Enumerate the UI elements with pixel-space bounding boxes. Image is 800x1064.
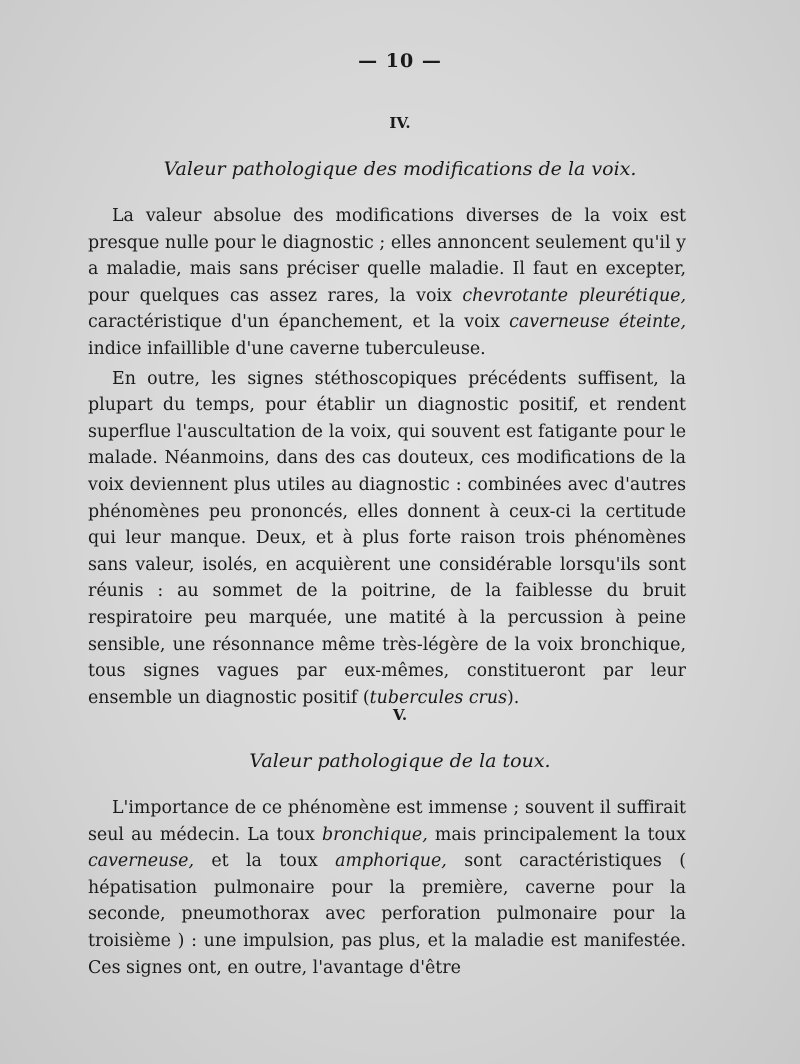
italic-run: caverneuse, [88,851,194,872]
section-title: Valeur pathologique de la toux. [249,750,551,772]
text-run: et la toux [193,851,336,872]
text-run: sont caractéristiques ( hépatisation pulmonaire pour la première, caverne pour la seconde, pneumothorax avec perforation pulmonaire pour la troisième ) : une impulsion, pas plus, et la maladie est manifestée. Ces signes ont, en outre, l'avantage d'être [88,851,686,978]
paragraph [88,366,686,712]
section-body [88,203,686,711]
paragraph [88,203,686,363]
page-number: — 10 — [358,50,442,72]
italic-run: tubercules crus [369,687,507,708]
text-run: L'importance de ce phénomène est immense ; souvent il suffirait seul au médecin. La toux [88,798,686,845]
italic-run: caverneuse éteinte, [509,312,686,333]
text-run: indice infaillible d'une caverne tuberculeuse. [88,338,486,359]
text-run: ). [507,687,520,708]
section-title: Valeur pathologique des modifications de la voix. [163,158,637,180]
text-run: En outre, les signes stéthoscopiques précédents suffisent, la plupart du temps, pour établir un diagnostic positif, et rendent superflue l'auscultation de la voix, qui souvent est fatigante pour le malade. Néanmoins, dans des cas douteux, ces modifications de la voix deviennent plus utiles au diagnostic : combinées avec d'autres phénomènes peu prononcés, elles donnent à ceux-ci la certitude qui leur manque. Deux, et à plus forte raison trois phénomènes sans valeur, isolés, en acquièrent une considérable lorsqu'ils sont réunis : au sommet de la poitrine, de la faiblesse du bruit respiratoire peu marquée, une matité à la percussion à peine sensible, une résonnance même très-légère de la voix bronchique, tous signes vagues par eux-mêmes, constitueront par leur ensemble un diagnostic positif ( [88,368,686,708]
section-number: V. [392,706,408,724]
italic-run: chevrotante pleurétique, [462,285,686,306]
text-run: La valeur absolue des modifications diverses de la voix est presque nulle pour le diagnostic ; elles annoncent seulement qu'il y a maladie, mais sans préciser quelle maladie. Il faut en excepter, pour quelques cas assez rares, la voix [88,206,686,306]
text-run: caractéristique d'un épanchement, et la voix [88,312,510,333]
italic-run: bronchique, [321,824,428,845]
italic-run: amphorique, [335,851,447,872]
text-run: mais principalement la toux [427,824,686,845]
section-body [88,795,686,981]
section-number: IV. [389,114,411,132]
paragraph [88,795,686,981]
